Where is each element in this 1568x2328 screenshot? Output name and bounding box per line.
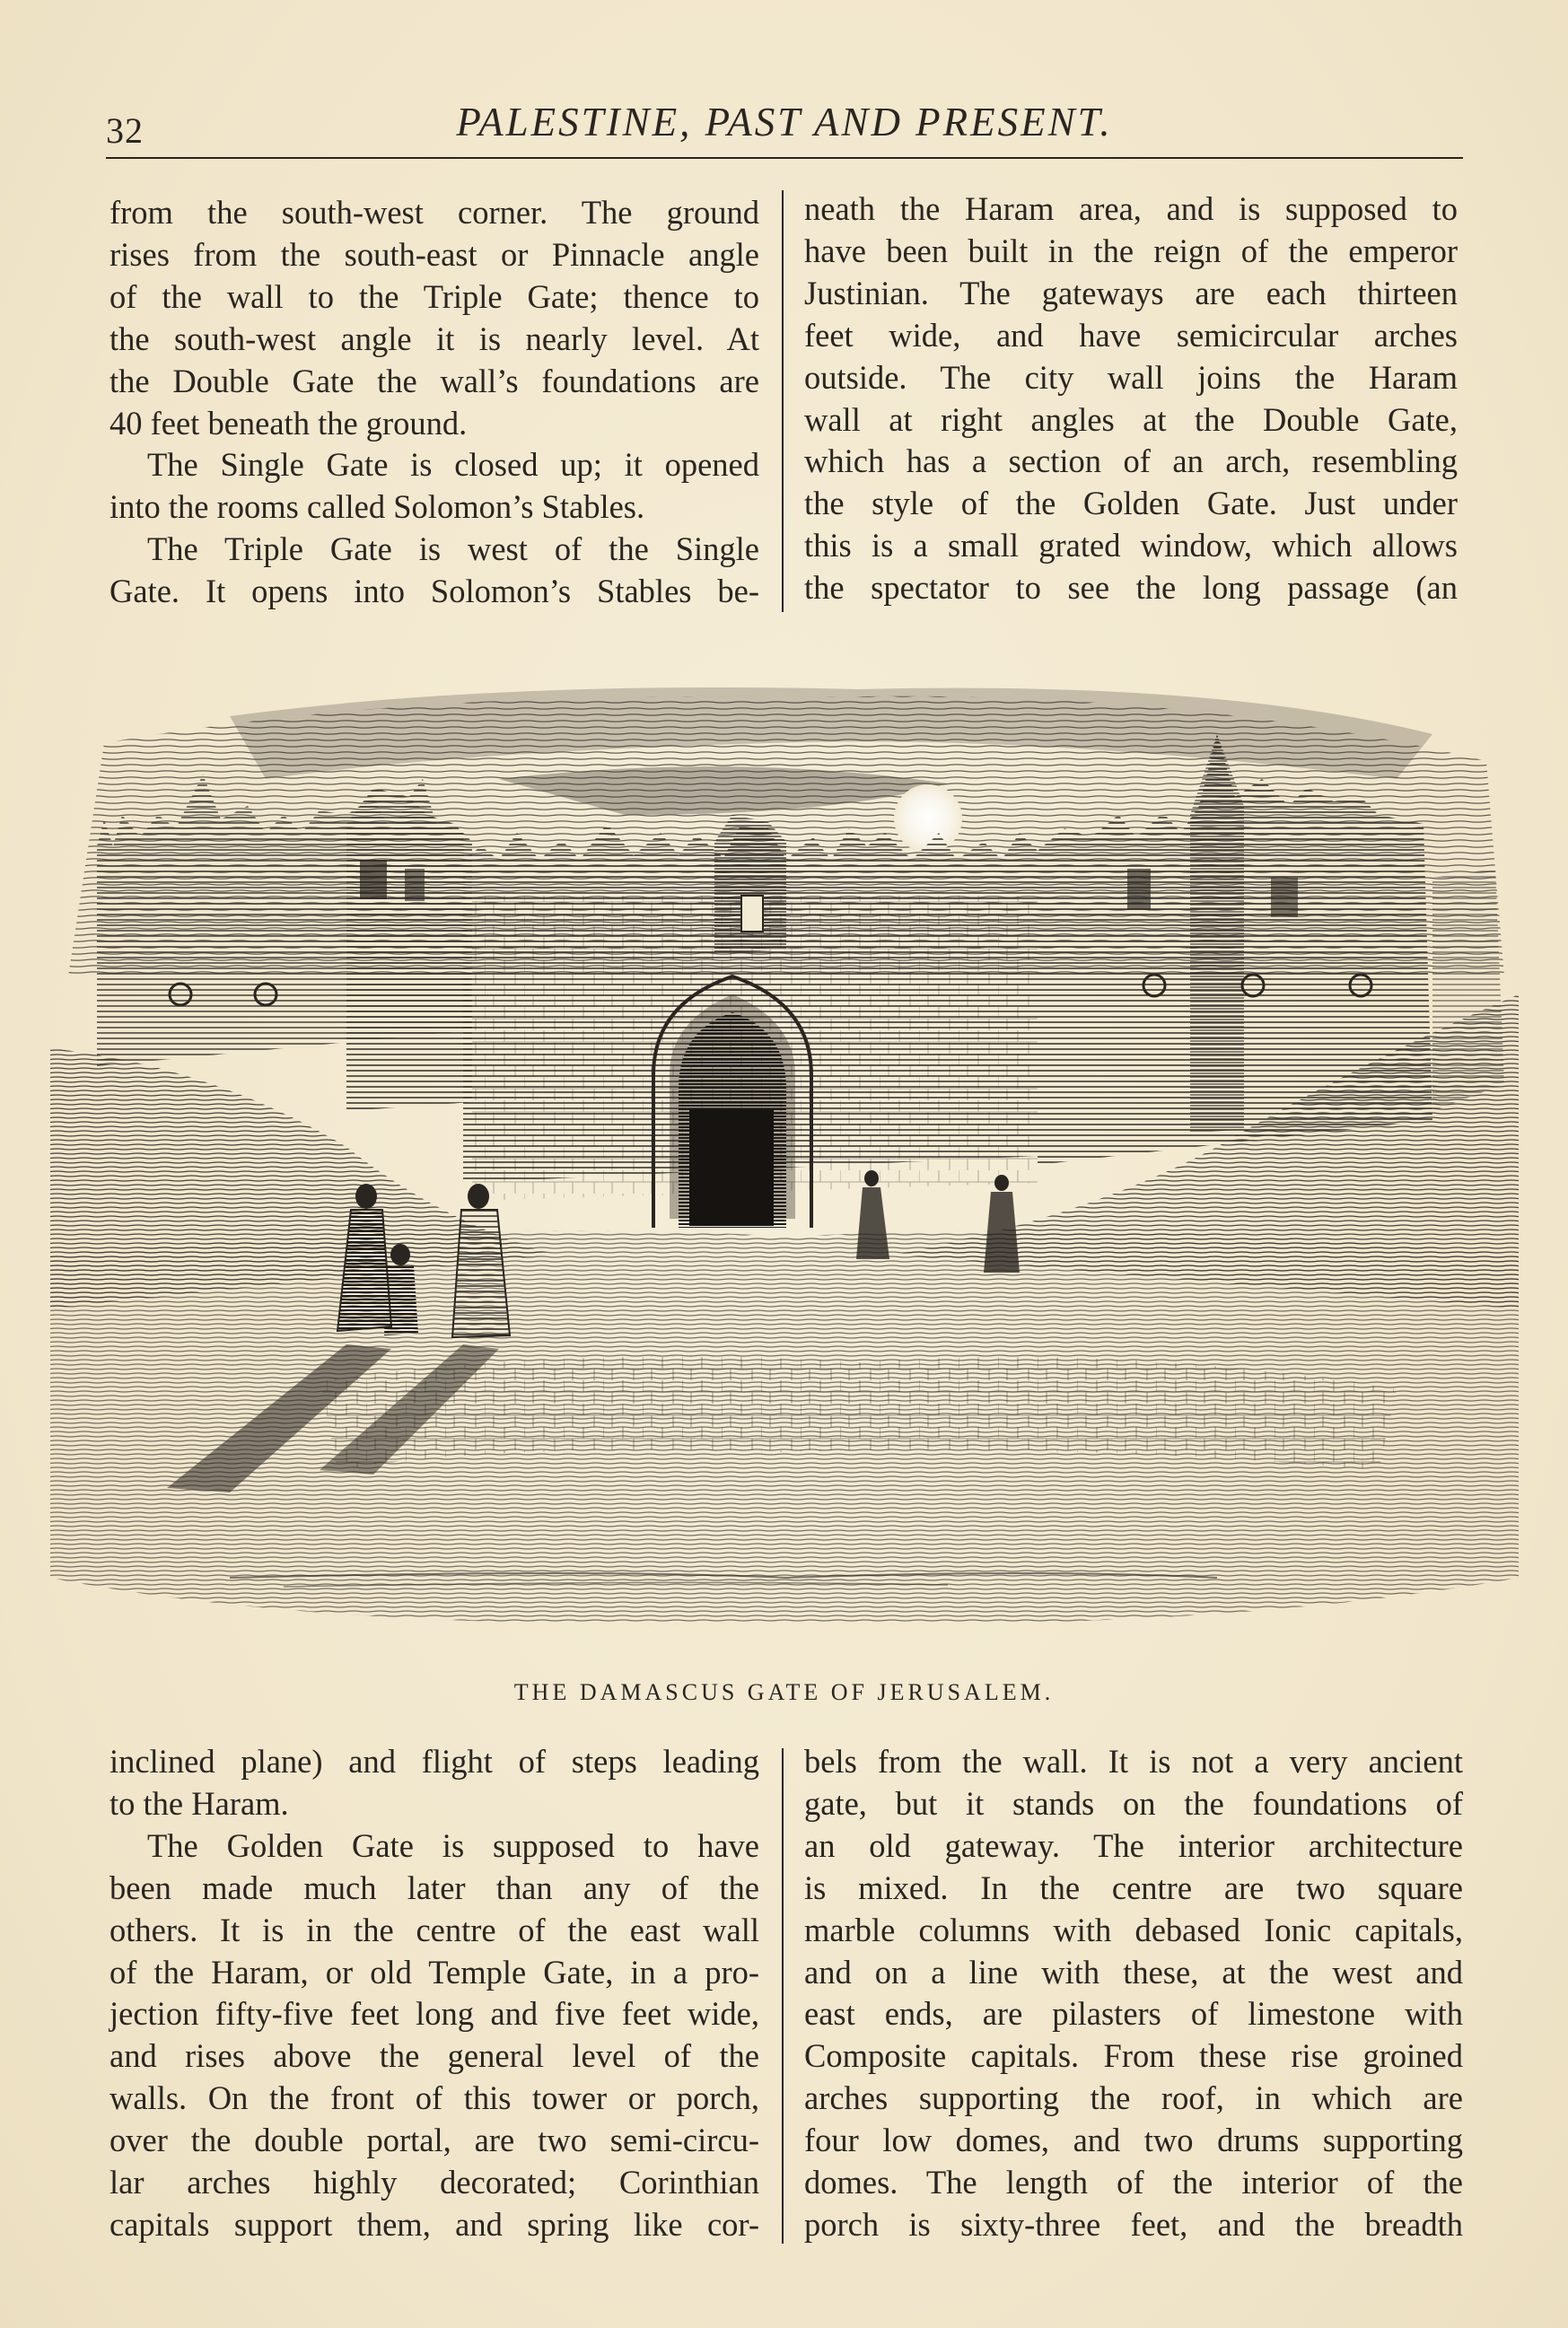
text-line: arches supporting the roof, in which are bbox=[804, 2079, 1463, 2117]
text-line: have been built in the reign of the emperor bbox=[804, 232, 1458, 269]
text-line: others. It is in the centre of the east wall bbox=[109, 1911, 759, 1948]
text-line: feet wide, and have semicircular arches bbox=[804, 316, 1458, 354]
text-line: east ends, are pilasters of limestone with bbox=[804, 1995, 1463, 2033]
text-line: Gate. It opens into Solomon’s Stables be- bbox=[109, 573, 759, 610]
illustration-caption: THE DAMASCUS GATE OF JERUSALEM. bbox=[513, 1679, 1055, 1705]
text-line: the south-west angle it is nearly level. At bbox=[109, 319, 759, 357]
text-line: neath the Haram area, and is supposed to bbox=[804, 190, 1458, 227]
text-line: gate, but it stands on the foundations of bbox=[804, 1784, 1463, 1822]
text-line: lar arches highly decorated; Corinthian bbox=[109, 2164, 759, 2201]
column-divider-top bbox=[782, 190, 784, 612]
text-line: The Single Gate is closed up; it opened bbox=[147, 446, 759, 484]
text-line: an old gateway. The interior architecture bbox=[804, 1826, 1463, 1864]
text-line: The Golden Gate is supposed to have bbox=[147, 1826, 759, 1864]
text-column-top-left bbox=[109, 192, 759, 613]
text-line: and rises above the general level of the bbox=[109, 2037, 759, 2075]
text-line: four low domes, and two drums supporting bbox=[804, 2122, 1463, 2159]
text-line: of the Haram, or old Temple Gate, in a pro- bbox=[109, 1953, 759, 1991]
text-column-top-right bbox=[804, 188, 1458, 609]
text-line: been made much later than any of the bbox=[109, 1869, 759, 1906]
running-title: PALESTINE, PAST AND PRESENT. bbox=[456, 100, 1113, 144]
text-line: Justinian. The gateways are each thirteen bbox=[804, 274, 1458, 311]
text-line: 40 feet beneath the ground. bbox=[109, 404, 468, 442]
page-number: 32 bbox=[106, 110, 144, 151]
text-line: porch is sixty-three feet, and the breadth bbox=[804, 2205, 1463, 2243]
text-line: walls. On the front of this tower or porch, bbox=[109, 2079, 759, 2117]
text-line: bels from the wall. It is not a very ancient bbox=[804, 1743, 1463, 1780]
text-line: the Double Gate the wall’s foundations are bbox=[109, 362, 759, 399]
text-line: over the double portal, are two semi-circu- bbox=[109, 2122, 759, 2159]
text-line: jection fifty-five feet long and five feet wide, bbox=[109, 1995, 759, 2033]
text-line: to the Haram. bbox=[109, 1784, 289, 1822]
text-line: from the south-west corner. The ground bbox=[109, 194, 759, 231]
header-rule bbox=[106, 157, 1463, 159]
text-line: which has a section of an arch, resembling bbox=[804, 442, 1458, 480]
text-line: marble columns with debased Ionic capitals, bbox=[804, 1911, 1463, 1948]
text-column-bottom-left bbox=[109, 1741, 759, 2246]
text-line: of the wall to the Triple Gate; thence to bbox=[109, 277, 759, 315]
column-divider-bottom bbox=[782, 1748, 784, 2244]
text-line: The Triple Gate is west of the Single bbox=[147, 530, 759, 568]
text-line: the style of the Golden Gate. Just under bbox=[804, 485, 1458, 522]
text-line: is mixed. In the centre are two square bbox=[804, 1869, 1463, 1906]
text-line: this is a small grated window, which allows bbox=[804, 527, 1458, 564]
damascus-gate-engraving bbox=[50, 680, 1519, 1667]
text-line: Composite capitals. From these rise groined bbox=[804, 2037, 1463, 2075]
text-line: rises from the south-east or Pinnacle angle bbox=[109, 235, 759, 273]
text-line: the spectator to see the long passage (an bbox=[804, 569, 1458, 607]
text-line: inclined plane) and flight of steps leading bbox=[109, 1743, 759, 1780]
text-line: wall at right angles at the Double Gate, bbox=[804, 400, 1458, 438]
text-line: capitals support them, and spring like cor- bbox=[109, 2205, 759, 2243]
page-header bbox=[106, 97, 1463, 160]
text-column-bottom-right bbox=[804, 1741, 1463, 2246]
text-line: and on a line with these, at the west and bbox=[804, 1953, 1463, 1991]
text-line: outside. The city wall joins the Haram bbox=[804, 358, 1458, 396]
text-line: into the rooms called Solomon’s Stables. bbox=[109, 488, 645, 526]
text-line: domes. The length of the interior of the bbox=[804, 2164, 1463, 2201]
